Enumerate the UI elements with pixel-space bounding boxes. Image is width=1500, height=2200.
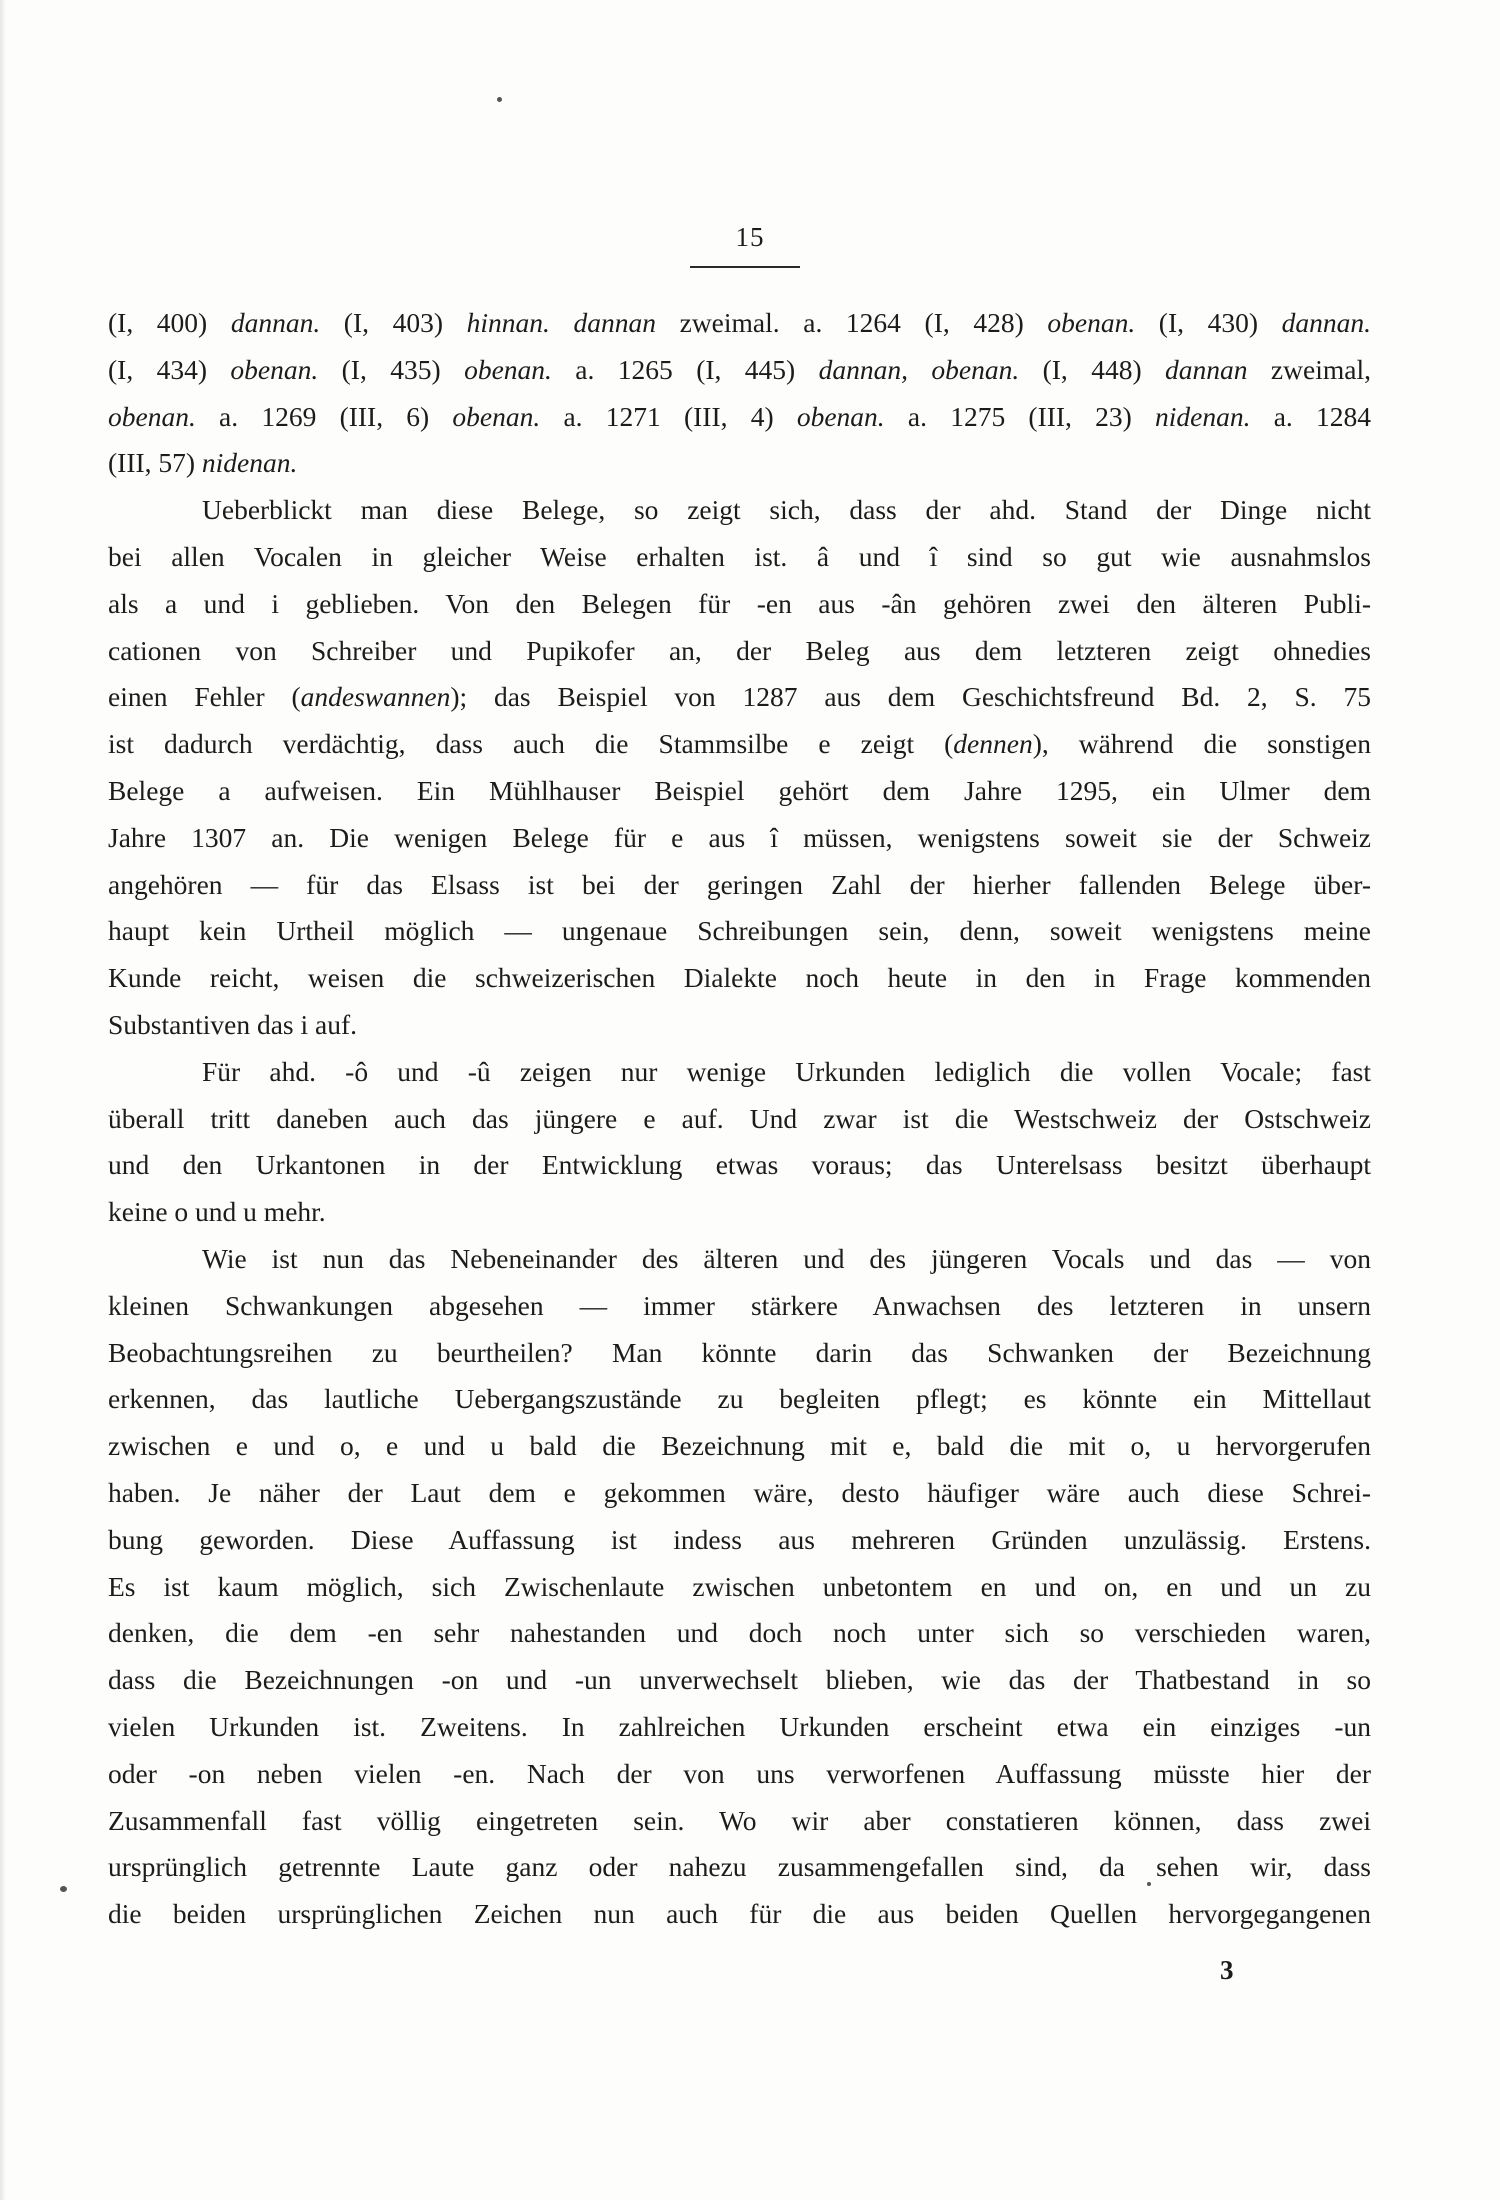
- text-line: [108, 487, 1371, 534]
- text-run: haben. Je näher der Laut dem e gekommen wäre, desto häufiger wäre auch diese Schrei-: [108, 1476, 1371, 1508]
- print-speck: [497, 97, 502, 102]
- text-run: zwischen e und o, e und u bald die Bezeichnung mit e, bald die mit o, u hervorgerufen: [108, 1430, 1371, 1462]
- text-line: [108, 1564, 1371, 1611]
- text-run: Es ist kaum möglich, sich Zwischenlaute zwischen unbetontem en und on, en und un zu: [108, 1570, 1371, 1602]
- text-run: [550, 307, 574, 338]
- italic-term: nidenan.: [1155, 400, 1251, 432]
- text-line: [108, 721, 1371, 768]
- text-line: [108, 908, 1371, 955]
- text-run: a. 1284: [1250, 400, 1372, 432]
- text-line: [108, 862, 1371, 909]
- text-run: Wie ist nun das Nebeneinander des älteren und des jüngeren Vocals und das — von: [202, 1242, 1371, 1274]
- text-line: [108, 347, 1371, 394]
- text-line: [108, 1376, 1371, 1423]
- text-line: [108, 440, 1371, 487]
- text-run: (I, 435): [318, 353, 465, 385]
- text-run: a. 1269 (III, 6): [195, 400, 453, 432]
- text-line: [108, 1470, 1371, 1517]
- text-run: Für ahd. -ô und -û zeigen nur wenige Urkunden lediglich die vollen Vocale; fast: [202, 1055, 1371, 1087]
- text-run: Zusammenfall fast völlig eingetreten sein. Wo wir aber constatieren können, dass zwei: [108, 1804, 1371, 1836]
- text-run: (III, 57): [108, 447, 202, 479]
- italic-term: dennen: [953, 728, 1033, 760]
- italic-term: dannan, obenan.: [818, 353, 1020, 385]
- page-number: 15: [735, 222, 765, 252]
- text-line: [108, 581, 1371, 628]
- text-line: [108, 1142, 1371, 1189]
- text-run: Substantiven das i auf.: [108, 1008, 357, 1040]
- text-run: ), während die sonstigen: [1032, 728, 1371, 760]
- italic-term: obenan.: [464, 353, 552, 385]
- text-run: a. 1265 (I, 445): [551, 353, 819, 385]
- text-run: Beobachtungsreihen zu beurtheilen? Man könnte darin das Schwanken der Bezeichnung: [108, 1336, 1371, 1368]
- text-line: [108, 1610, 1371, 1657]
- text-run: Belege a aufweisen. Ein Mühlhauser Beispiel gehört dem Jahre 1295, ein Ulmer dem: [108, 774, 1371, 806]
- text-line: [108, 1002, 1371, 1049]
- text-run: bei allen Vocalen in gleicher Weise erhalten ist. â und î sind so gut wie ausnahmslos: [108, 540, 1371, 572]
- italic-term: dannan: [1165, 353, 1248, 385]
- header-rule: [690, 266, 800, 268]
- italic-term: obenan.: [452, 400, 541, 432]
- text-run: denken, die dem -en sehr nahestanden und doch noch unter sich so verschieden waren,: [108, 1617, 1371, 1649]
- print-speck: [1147, 1882, 1151, 1886]
- text-line: [108, 674, 1371, 721]
- text-line: [108, 1751, 1371, 1798]
- italic-term: obenan.: [796, 400, 885, 432]
- text-run: vielen Urkunden ist. Zweitens. In zahlreichen Urkunden erscheint etwa ein einziges -un: [108, 1710, 1371, 1742]
- text-run: zweimal,: [1247, 353, 1371, 385]
- signature-mark: 3: [1220, 1955, 1234, 1985]
- text-line: [108, 768, 1371, 815]
- text-line: [108, 1236, 1371, 1283]
- italic-term: obenan.: [230, 353, 319, 385]
- text-run: (I, 430): [1135, 307, 1282, 338]
- italic-term: andeswannen: [300, 681, 451, 713]
- text-run: ursprünglich getrennte Laute ganz oder nahezu zusammengefallen sind, da sehen wir, dass: [108, 1851, 1371, 1883]
- text-line: [108, 534, 1371, 581]
- text-line: [108, 1798, 1371, 1845]
- text-line: [108, 815, 1371, 862]
- italic-term: dannan.: [230, 307, 321, 338]
- text-line: [108, 1844, 1371, 1891]
- italic-term: obenan.: [108, 400, 196, 432]
- italic-term: obenan.: [1047, 307, 1136, 338]
- text-line: [108, 1891, 1371, 1938]
- text-run: Kunde reicht, weisen die schweizerischen Dialekte noch heute in den in Frage kommenden: [108, 962, 1371, 994]
- text-run: erkennen, das lautliche Uebergangszustände zu begleiten pflegt; es könnte ein Mittellaut: [108, 1383, 1371, 1415]
- text-run: ); das Beispiel von 1287 aus dem Geschichtsfreund Bd. 2, S. 75: [450, 681, 1371, 713]
- text-line: [108, 300, 1371, 347]
- text-run: (I, 403): [320, 307, 467, 338]
- scan-edge: [0, 0, 6, 2200]
- italic-term: dannan.: [1281, 307, 1371, 338]
- text-line: [108, 1657, 1371, 1704]
- text-line: [108, 1189, 1371, 1236]
- text-line: [108, 1049, 1371, 1096]
- text-line: [108, 1096, 1371, 1143]
- print-speck: [60, 1886, 67, 1892]
- text-run: keine o und u mehr.: [108, 1196, 326, 1228]
- text-run: a. 1275 (III, 23): [884, 400, 1156, 432]
- text-run: die beiden ursprünglichen Zeichen nun auch für die aus beiden Quellen hervorgegangenen: [108, 1898, 1371, 1930]
- text-line: [108, 628, 1371, 675]
- text-run: cationen von Schreiber und Pupikofer an, der Beleg aus dem letzteren zeigt ohnedies: [108, 634, 1371, 666]
- text-run: und den Urkantonen in der Entwicklung etwas voraus; das Unterelsass besitzt überhaupt: [108, 1149, 1371, 1181]
- text-run: (I, 434): [108, 353, 231, 385]
- text-run: Jahre 1307 an. Die wenigen Belege für e aus î müssen, wenigstens soweit sie der Schweiz: [108, 821, 1371, 853]
- body-text: [108, 300, 1371, 1938]
- text-line: [108, 1517, 1371, 1564]
- text-run: einen Fehler (: [108, 681, 301, 713]
- text-run: Ueberblickt man diese Belege, so zeigt sich, dass der ahd. Stand der Dinge nicht: [202, 494, 1371, 526]
- text-run: a. 1271 (III, 4): [540, 400, 797, 432]
- text-run: bung geworden. Diese Auffassung ist indess aus mehreren Gründen unzulässig. Erstens.: [108, 1523, 1371, 1555]
- text-run: als a und i geblieben. Von den Belegen für -en aus -ân gehören zwei den älteren Publi-: [108, 587, 1371, 619]
- text-run: (I, 400): [108, 307, 231, 338]
- text-line: [108, 1423, 1371, 1470]
- text-run: überall tritt daneben auch das jüngere e auf. Und zwar ist die Westschweiz der Ostschweiz: [108, 1102, 1371, 1134]
- text-line: [108, 1330, 1371, 1377]
- italic-term: hinnan.: [466, 307, 550, 338]
- text-line: [108, 1704, 1371, 1751]
- italic-term: dannan: [573, 307, 656, 338]
- text-run: (I, 448): [1019, 353, 1166, 385]
- text-run: haupt kein Urtheil möglich — ungenaue Schreibungen sein, denn, soweit wenigstens meine: [108, 915, 1371, 947]
- text-line: [108, 394, 1371, 441]
- text-run: kleinen Schwankungen abgesehen — immer stärkere Anwachsen des letzteren in unsern: [108, 1289, 1371, 1321]
- text-line: [108, 1283, 1371, 1330]
- text-run: angehören — für das Elsass ist bei der geringen Zahl der hierher fallenden Belege über-: [108, 868, 1371, 900]
- text-run: dass die Bezeichnungen -on und -un unverwechselt blieben, wie das der Thatbestand in so: [108, 1664, 1371, 1696]
- text-run: oder -on neben vielen -en. Nach der von uns verworfenen Auffassung müsste hier der: [108, 1757, 1371, 1789]
- text-run: zweimal. a. 1264 (I, 428): [656, 307, 1048, 338]
- text-line: [108, 955, 1371, 1002]
- italic-term: nidenan.: [201, 447, 298, 479]
- text-run: ist dadurch verdächtig, dass auch die Stammsilbe e zeigt (: [108, 728, 954, 760]
